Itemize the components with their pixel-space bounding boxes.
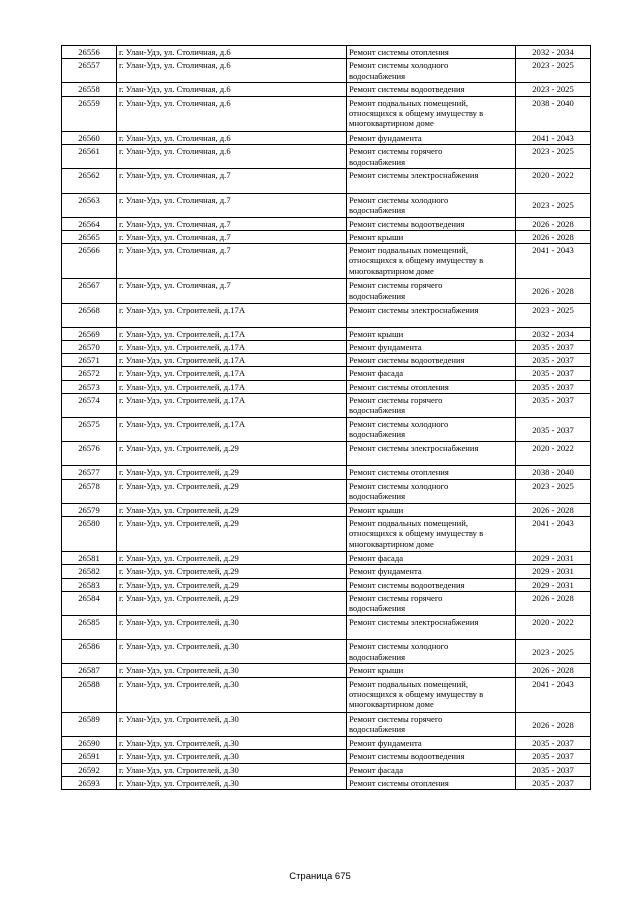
row-number-cell: 26580 [62, 516, 117, 551]
address-cell: г. Улан-Удэ, ул. Строителей, д.30 [117, 664, 347, 677]
period-cell: 2032 - 2034 [516, 46, 591, 59]
row-number-cell: 26576 [62, 442, 117, 466]
address-cell: г. Улан-Удэ, ул. Строителей, д.30 [117, 616, 347, 640]
period-cell: 2020 - 2022 [516, 442, 591, 466]
address-cell: г. Улан-Удэ, ул. Столичная, д.6 [117, 59, 347, 83]
work-type-cell: Ремонт системы холодного водоснабжения [347, 59, 516, 83]
table-row [62, 466, 591, 479]
period-cell: 2041 - 2043 [516, 516, 591, 551]
work-type-cell: Ремонт системы водоотведения [347, 354, 516, 367]
row-number-cell: 26568 [62, 303, 117, 327]
row-number-cell: 26574 [62, 393, 117, 417]
table-row [62, 367, 591, 380]
period-cell: 2023 - 2025 [516, 193, 591, 217]
table-row [62, 591, 591, 615]
period-cell: 2041 - 2043 [516, 244, 591, 279]
period-cell: 2023 - 2025 [516, 145, 591, 169]
row-number-cell: 26590 [62, 737, 117, 750]
table-row [62, 763, 591, 776]
table-body [62, 46, 591, 790]
address-cell: г. Улан-Удэ, ул. Столичная, д.7 [117, 217, 347, 230]
row-number-cell: 26585 [62, 616, 117, 640]
work-type-cell: Ремонт крыши [347, 327, 516, 340]
period-cell: 2041 - 2043 [516, 677, 591, 712]
period-cell: 2023 - 2025 [516, 83, 591, 96]
table-row [62, 46, 591, 59]
table-row [62, 479, 591, 503]
period-cell: 2026 - 2028 [516, 230, 591, 243]
address-cell: г. Улан-Удэ, ул. Столичная, д.7 [117, 244, 347, 279]
table-row [62, 217, 591, 230]
table-row [62, 380, 591, 393]
table-row [62, 145, 591, 169]
row-number-cell: 26572 [62, 367, 117, 380]
row-number-cell: 26567 [62, 279, 117, 303]
work-type-cell: Ремонт фундамента [347, 737, 516, 750]
period-cell: 2035 - 2037 [516, 380, 591, 393]
table-row [62, 516, 591, 551]
address-cell: г. Улан-Удэ, ул. Строителей, д.30 [117, 750, 347, 763]
row-number-cell: 26560 [62, 131, 117, 144]
table-row [62, 503, 591, 516]
period-cell: 2026 - 2028 [516, 503, 591, 516]
table-row [62, 664, 591, 677]
work-type-cell: Ремонт системы электроснабжения [347, 616, 516, 640]
work-type-cell: Ремонт системы отопления [347, 776, 516, 789]
table-row [62, 750, 591, 763]
table-row [62, 640, 591, 664]
row-number-cell: 26557 [62, 59, 117, 83]
work-type-cell: Ремонт системы водоотведения [347, 578, 516, 591]
period-cell: 2026 - 2028 [516, 713, 591, 737]
work-type-cell: Ремонт системы отопления [347, 466, 516, 479]
table-row [62, 131, 591, 144]
work-type-cell: Ремонт крыши [347, 230, 516, 243]
period-cell: 2035 - 2037 [516, 750, 591, 763]
period-cell: 2020 - 2022 [516, 616, 591, 640]
address-cell: г. Улан-Удэ, ул. Строителей, д.17А [117, 380, 347, 393]
period-cell: 2038 - 2040 [516, 466, 591, 479]
row-number-cell: 26577 [62, 466, 117, 479]
row-number-cell: 26558 [62, 83, 117, 96]
period-cell: 2029 - 2031 [516, 552, 591, 565]
address-cell: г. Улан-Удэ, ул. Строителей, д.17А [117, 393, 347, 417]
row-number-cell: 26593 [62, 776, 117, 789]
work-type-cell: Ремонт системы отопления [347, 46, 516, 59]
period-cell: 2032 - 2034 [516, 327, 591, 340]
work-type-cell: Ремонт подвальных помещений, относящихся к общему имуществу в многоквартирном доме [347, 516, 516, 551]
row-number-cell: 26583 [62, 578, 117, 591]
work-type-cell: Ремонт системы отопления [347, 380, 516, 393]
table-row [62, 776, 591, 789]
address-cell: г. Улан-Удэ, ул. Строителей, д.29 [117, 479, 347, 503]
address-cell: г. Улан-Удэ, ул. Строителей, д.17А [117, 341, 347, 354]
row-number-cell: 26563 [62, 193, 117, 217]
work-type-cell: Ремонт фундамента [347, 565, 516, 578]
address-cell: г. Улан-Удэ, ул. Строителей, д.29 [117, 578, 347, 591]
period-cell: 2023 - 2025 [516, 640, 591, 664]
row-number-cell: 26566 [62, 244, 117, 279]
row-number-cell: 26581 [62, 552, 117, 565]
address-cell: г. Улан-Удэ, ул. Строителей, д.17А [117, 367, 347, 380]
row-number-cell: 26592 [62, 763, 117, 776]
table-row [62, 341, 591, 354]
work-type-cell: Ремонт крыши [347, 503, 516, 516]
period-cell: 2038 - 2040 [516, 96, 591, 131]
row-number-cell: 26582 [62, 565, 117, 578]
repair-schedule-table [61, 45, 591, 790]
period-cell: 2035 - 2037 [516, 341, 591, 354]
address-cell: г. Улан-Удэ, ул. Строителей, д.30 [117, 713, 347, 737]
work-type-cell: Ремонт системы холодного водоснабжения [347, 193, 516, 217]
row-number-cell: 26571 [62, 354, 117, 367]
address-cell: г. Улан-Удэ, ул. Строителей, д.17А [117, 417, 347, 441]
row-number-cell: 26584 [62, 591, 117, 615]
address-cell: г. Улан-Удэ, ул. Строителей, д.29 [117, 516, 347, 551]
address-cell: г. Улан-Удэ, ул. Столичная, д.7 [117, 193, 347, 217]
address-cell: г. Улан-Удэ, ул. Столичная, д.6 [117, 131, 347, 144]
table-row [62, 327, 591, 340]
work-type-cell: Ремонт системы горячего водоснабжения [347, 713, 516, 737]
address-cell: г. Улан-Удэ, ул. Строителей, д.29 [117, 466, 347, 479]
address-cell: г. Улан-Удэ, ул. Столичная, д.6 [117, 96, 347, 131]
work-type-cell: Ремонт системы горячего водоснабжения [347, 279, 516, 303]
row-number-cell: 26573 [62, 380, 117, 393]
period-cell: 2035 - 2037 [516, 737, 591, 750]
row-number-cell: 26559 [62, 96, 117, 131]
address-cell: г. Улан-Удэ, ул. Строителей, д.17А [117, 327, 347, 340]
table-row [62, 354, 591, 367]
work-type-cell: Ремонт системы водоотведения [347, 217, 516, 230]
table-row [62, 737, 591, 750]
address-cell: г. Улан-Удэ, ул. Строителей, д.29 [117, 442, 347, 466]
period-cell: 2035 - 2037 [516, 354, 591, 367]
row-number-cell: 26575 [62, 417, 117, 441]
work-type-cell: Ремонт системы электроснабжения [347, 442, 516, 466]
row-number-cell: 26591 [62, 750, 117, 763]
table-row [62, 244, 591, 279]
table-row [62, 303, 591, 327]
address-cell: г. Улан-Удэ, ул. Столичная, д.6 [117, 83, 347, 96]
work-type-cell: Ремонт системы холодного водоснабжения [347, 640, 516, 664]
row-number-cell: 26562 [62, 169, 117, 193]
table-row [62, 552, 591, 565]
table-row [62, 279, 591, 303]
address-cell: г. Улан-Удэ, ул. Столичная, д.7 [117, 230, 347, 243]
work-type-cell: Ремонт фундамента [347, 131, 516, 144]
table-row [62, 59, 591, 83]
period-cell: 2026 - 2028 [516, 591, 591, 615]
table-row [62, 616, 591, 640]
address-cell: г. Улан-Удэ, ул. Строителей, д.30 [117, 763, 347, 776]
address-cell: г. Улан-Удэ, ул. Столичная, д.6 [117, 145, 347, 169]
work-type-cell: Ремонт подвальных помещений, относящихся к общему имуществу в многоквартирном доме [347, 677, 516, 712]
period-cell: 2023 - 2025 [516, 479, 591, 503]
row-number-cell: 26579 [62, 503, 117, 516]
table-row [62, 578, 591, 591]
address-cell: г. Улан-Удэ, ул. Строителей, д.30 [117, 640, 347, 664]
table-row [62, 393, 591, 417]
work-type-cell: Ремонт системы электроснабжения [347, 303, 516, 327]
row-number-cell: 26556 [62, 46, 117, 59]
address-cell: г. Улан-Удэ, ул. Строителей, д.30 [117, 737, 347, 750]
work-type-cell: Ремонт системы горячего водоснабжения [347, 393, 516, 417]
work-type-cell: Ремонт фасада [347, 552, 516, 565]
period-cell: 2035 - 2037 [516, 393, 591, 417]
table-row [62, 565, 591, 578]
address-cell: г. Улан-Удэ, ул. Строителей, д.17А [117, 303, 347, 327]
work-type-cell: Ремонт подвальных помещений, относящихся к общему имуществу в многоквартирном доме [347, 96, 516, 131]
address-cell: г. Улан-Удэ, ул. Строителей, д.30 [117, 776, 347, 789]
address-cell: г. Улан-Удэ, ул. Строителей, д.29 [117, 503, 347, 516]
period-cell: 2026 - 2028 [516, 217, 591, 230]
work-type-cell: Ремонт системы горячего водоснабжения [347, 145, 516, 169]
row-number-cell: 26587 [62, 664, 117, 677]
address-cell: г. Улан-Удэ, ул. Столичная, д.7 [117, 279, 347, 303]
address-cell: г. Улан-Удэ, ул. Строителей, д.29 [117, 591, 347, 615]
row-number-cell: 26565 [62, 230, 117, 243]
page-number: Страница 675 [289, 871, 351, 882]
row-number-cell: 26570 [62, 341, 117, 354]
period-cell: 2023 - 2025 [516, 59, 591, 83]
work-type-cell: Ремонт системы водоотведения [347, 750, 516, 763]
table-row [62, 96, 591, 131]
work-type-cell: Ремонт системы холодного водоснабжения [347, 417, 516, 441]
table-row [62, 417, 591, 441]
table-row [62, 169, 591, 193]
work-type-cell: Ремонт фасада [347, 367, 516, 380]
row-number-cell: 26569 [62, 327, 117, 340]
work-type-cell: Ремонт фундамента [347, 341, 516, 354]
table-row [62, 442, 591, 466]
period-cell: 2026 - 2028 [516, 279, 591, 303]
work-type-cell: Ремонт фасада [347, 763, 516, 776]
period-cell: 2035 - 2037 [516, 367, 591, 380]
period-cell: 2041 - 2043 [516, 131, 591, 144]
period-cell: 2026 - 2028 [516, 664, 591, 677]
row-number-cell: 26561 [62, 145, 117, 169]
work-type-cell: Ремонт системы горячего водоснабжения [347, 591, 516, 615]
period-cell: 2035 - 2037 [516, 763, 591, 776]
address-cell: г. Улан-Удэ, ул. Строителей, д.29 [117, 565, 347, 578]
work-type-cell: Ремонт подвальных помещений, относящихся к общему имуществу в многоквартирном доме [347, 244, 516, 279]
address-cell: г. Улан-Удэ, ул. Столичная, д.6 [117, 46, 347, 59]
row-number-cell: 26586 [62, 640, 117, 664]
row-number-cell: 26564 [62, 217, 117, 230]
table-row [62, 83, 591, 96]
address-cell: г. Улан-Удэ, ул. Строителей, д.29 [117, 552, 347, 565]
table-row [62, 677, 591, 712]
table-row [62, 713, 591, 737]
work-type-cell: Ремонт системы холодного водоснабжения [347, 479, 516, 503]
row-number-cell: 26578 [62, 479, 117, 503]
table-row [62, 193, 591, 217]
work-type-cell: Ремонт системы электроснабжения [347, 169, 516, 193]
address-cell: г. Улан-Удэ, ул. Строителей, д.30 [117, 677, 347, 712]
period-cell: 2035 - 2037 [516, 417, 591, 441]
work-type-cell: Ремонт крыши [347, 664, 516, 677]
period-cell: 2029 - 2031 [516, 565, 591, 578]
table-row [62, 230, 591, 243]
period-cell: 2035 - 2037 [516, 776, 591, 789]
period-cell: 2020 - 2022 [516, 169, 591, 193]
period-cell: 2023 - 2025 [516, 303, 591, 327]
work-type-cell: Ремонт системы водоотведения [347, 83, 516, 96]
period-cell: 2029 - 2031 [516, 578, 591, 591]
address-cell: г. Улан-Удэ, ул. Столичная, д.7 [117, 169, 347, 193]
address-cell: г. Улан-Удэ, ул. Строителей, д.17А [117, 354, 347, 367]
row-number-cell: 26588 [62, 677, 117, 712]
row-number-cell: 26589 [62, 713, 117, 737]
